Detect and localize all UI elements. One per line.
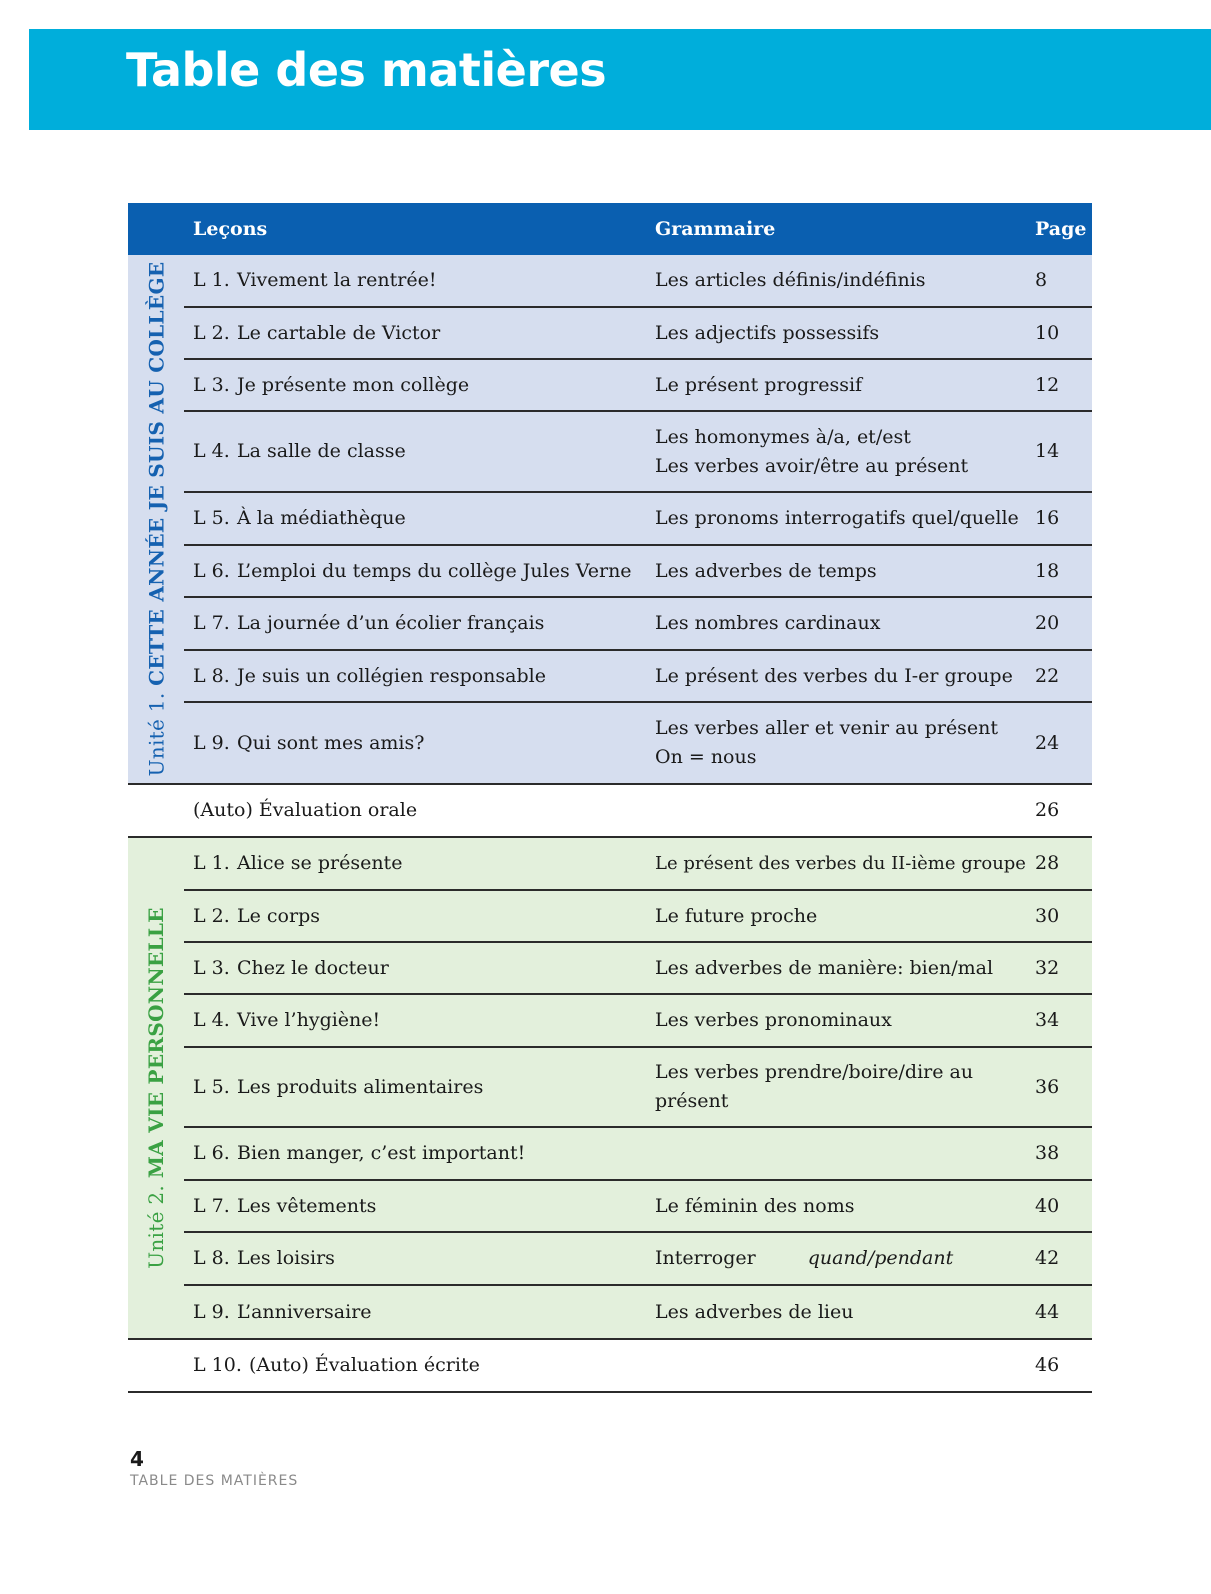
toc-header-row <box>128 203 1092 255</box>
grammar-topic: Le féminin des noms <box>655 1194 855 1217</box>
lesson-number: L 10. <box>193 1354 242 1376</box>
lesson-title: L’anniversaire <box>237 1300 372 1323</box>
toc-row[interactable] <box>184 943 1092 995</box>
toc-row[interactable] <box>184 1181 1092 1233</box>
toc-table <box>128 203 1092 1393</box>
toc-row[interactable] <box>184 1048 1092 1128</box>
lesson-title: L’emploi du temps du collège Jules Verne <box>237 559 632 582</box>
page-title: Table des matières <box>126 43 607 97</box>
lesson-number: L 4. <box>193 440 230 462</box>
page-number: 32 <box>1035 956 1060 979</box>
page-number: 18 <box>1035 559 1060 582</box>
lesson-number: L 3. <box>193 956 230 979</box>
page-number: 40 <box>1035 1194 1060 1217</box>
lesson-number: L 9. <box>193 731 230 754</box>
grammar-topic: Le présent des verbes du II-ième groupe <box>655 853 1026 874</box>
unit-2-label <box>128 838 184 1338</box>
grammar-topic: Le présent progressif <box>655 373 863 396</box>
lesson-title: Vivement la rentrée! <box>237 269 437 291</box>
page-number: 26 <box>1035 799 1060 821</box>
lesson-title: (Auto) Évaluation orale <box>193 799 418 821</box>
lesson-number: L 7. <box>193 1194 230 1217</box>
toc-row-eval-ecrite[interactable] <box>128 1340 1092 1393</box>
page-number: 30 <box>1035 904 1060 927</box>
footer-section-title: TABLE DES MATIÈRES <box>130 1473 299 1489</box>
grammar-topic: Les adverbes de lieu <box>655 1300 854 1323</box>
lesson-title: Le cartable de Victor <box>237 321 441 344</box>
grammar-topic: Les articles définis/indéfinis <box>655 269 926 291</box>
toc-row[interactable] <box>184 1286 1092 1338</box>
grammar-topic-line2: Les verbes avoir/être au présent <box>655 454 969 477</box>
toc-row[interactable] <box>184 546 1092 598</box>
toc-row[interactable] <box>184 308 1092 360</box>
grammar-topic: Les verbes pronominaux <box>655 1009 892 1031</box>
unit-2-prefix: Unité 2. <box>144 1178 168 1269</box>
unit-2-block <box>128 838 1092 1340</box>
title-banner <box>29 29 1211 130</box>
lesson-number: L 5. <box>193 507 230 529</box>
lesson-number: L 2. <box>193 904 230 927</box>
lesson-title: Les vêtements <box>237 1194 377 1217</box>
unit-1-block <box>128 255 1092 785</box>
page-number: 28 <box>1035 852 1060 874</box>
grammar-topic: Les adverbes de temps <box>655 559 877 582</box>
unit-2-title: MA VIE PERSONNELLE <box>144 907 168 1179</box>
lesson-number: L 3. <box>193 373 230 396</box>
page-number: 16 <box>1035 507 1060 529</box>
page-number: 8 <box>1035 269 1048 291</box>
page-number: 46 <box>1035 1354 1060 1376</box>
lesson-number: L 6. <box>193 1142 230 1164</box>
lesson-number: L 8. <box>193 1247 230 1269</box>
lesson-number: L 6. <box>193 559 230 582</box>
page-number: 24 <box>1035 731 1060 754</box>
lesson-number: L 5. <box>193 1075 230 1098</box>
grammar-topic: Les homonymes à/a, et/est <box>655 425 911 448</box>
page-number: 36 <box>1035 1075 1060 1098</box>
grammar-topic: Les adjectifs possessifs <box>655 321 880 344</box>
header-grammar: Grammaire <box>655 217 776 240</box>
grammar-topic: Le future proche <box>655 904 818 927</box>
grammar-topic: Les adverbes de manière: bien/mal <box>655 956 994 979</box>
lesson-title: Je suis un collégien responsable <box>237 664 546 687</box>
lesson-title: Chez le docteur <box>237 956 389 979</box>
lesson-title: La journée d’un écolier français <box>237 612 545 634</box>
lesson-title: Les loisirs <box>237 1247 335 1269</box>
lesson-title: Vive l’hygiène! <box>237 1009 381 1031</box>
page-number: 10 <box>1035 321 1060 344</box>
page-number: 44 <box>1035 1300 1060 1323</box>
grammar-topic-italic: quand/pendant <box>807 1247 954 1269</box>
page-number: 12 <box>1035 373 1060 396</box>
page-number: 34 <box>1035 1009 1060 1031</box>
grammar-topic: Les pronoms interrogatifs quel/quelle <box>655 507 1019 529</box>
toc-row[interactable] <box>184 651 1092 703</box>
lesson-number: L 7. <box>193 612 230 634</box>
page-number: 20 <box>1035 612 1060 634</box>
grammar-topic-line2: On = nous <box>655 746 757 768</box>
lesson-title: Le corps <box>237 904 320 927</box>
lesson-title: Qui sont mes amis? <box>237 731 425 754</box>
toc-row[interactable] <box>184 360 1092 412</box>
lesson-number: L 1. <box>193 269 230 291</box>
toc-row[interactable] <box>184 1128 1092 1181</box>
toc-row[interactable] <box>184 412 1092 493</box>
lesson-title: Je présente mon collège <box>237 373 470 396</box>
lesson-number: L 8. <box>193 664 230 687</box>
unit-1-title: CETTE ANNÉE JE SUIS AU COLLÈGE <box>144 261 168 686</box>
lesson-title: À la médiathèque <box>237 507 406 529</box>
toc-row[interactable] <box>184 598 1092 651</box>
toc-row[interactable] <box>184 1233 1092 1286</box>
unit-1-prefix: Unité 1. <box>144 685 168 777</box>
footer-page-number: 4 <box>130 1447 144 1471</box>
lesson-title: Alice se présente <box>237 852 403 874</box>
lesson-title: Bien manger, c’est important! <box>237 1142 526 1164</box>
lesson-title: Les produits alimentaires <box>237 1075 484 1098</box>
toc-row-eval-orale[interactable] <box>128 785 1092 838</box>
grammar-topic: Les verbes aller et venir au présent <box>655 717 999 739</box>
toc-row[interactable] <box>184 493 1092 546</box>
page-number: 22 <box>1035 664 1060 687</box>
lesson-title: La salle de classe <box>237 440 406 462</box>
lesson-number: L 2. <box>193 321 230 344</box>
lesson-number: L 4. <box>193 1009 230 1031</box>
grammar-topic: Le présent des verbes du I-er groupe <box>655 664 1013 687</box>
unit-1-label <box>128 255 184 783</box>
grammar-topic-line2: présent <box>655 1090 729 1112</box>
grammar-topic: Les verbes prendre/boire/dire au <box>655 1061 974 1083</box>
grammar-topic: Les nombres cardinaux <box>655 612 881 634</box>
header-page: Page <box>1035 217 1087 240</box>
toc-row[interactable] <box>184 838 1092 891</box>
lesson-number: L 1. <box>193 852 230 874</box>
lesson-number: L 9. <box>193 1300 230 1323</box>
page-number: 38 <box>1035 1142 1060 1164</box>
grammar-topic: Interroger <box>655 1247 756 1269</box>
lesson-title: (Auto) Évaluation écrite <box>249 1354 480 1376</box>
toc-row[interactable] <box>184 255 1092 308</box>
page-number: 14 <box>1035 440 1060 462</box>
toc-row[interactable] <box>184 891 1092 943</box>
page-number: 42 <box>1035 1247 1060 1269</box>
toc-row[interactable] <box>184 703 1092 783</box>
toc-row[interactable] <box>184 995 1092 1048</box>
header-lessons: Leçons <box>193 217 268 240</box>
